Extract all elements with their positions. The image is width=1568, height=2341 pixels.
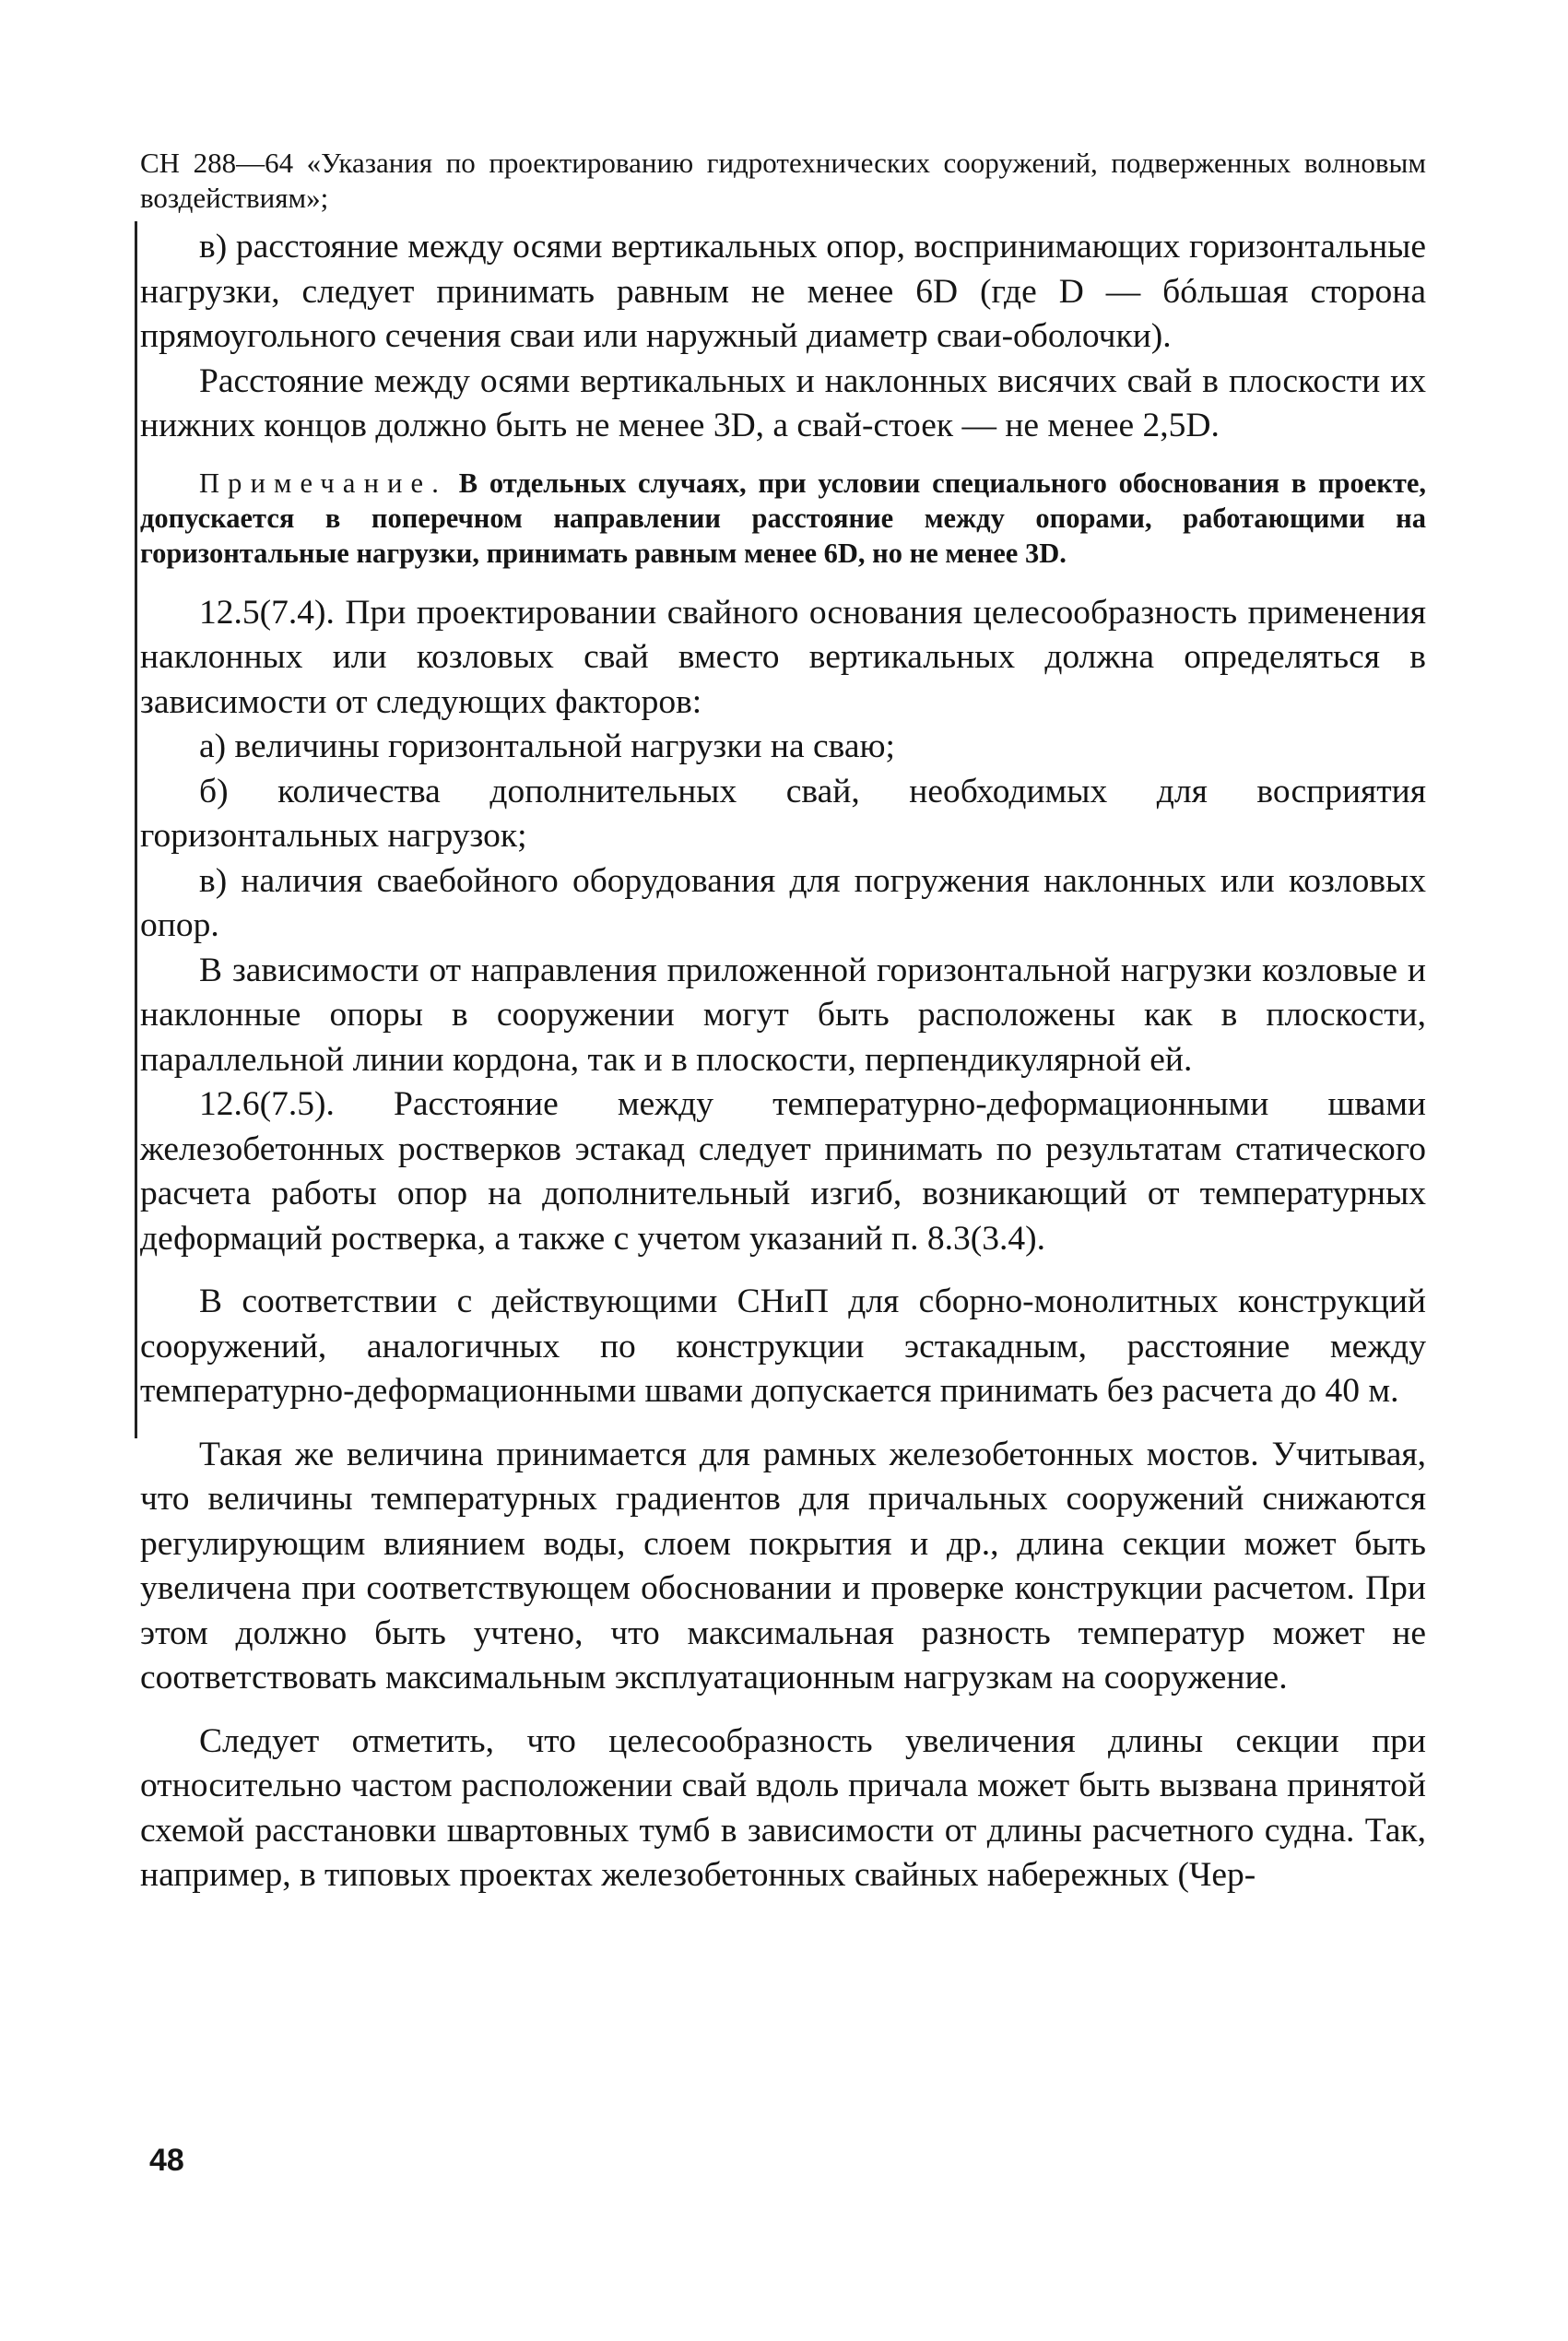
- page-number: 48: [149, 2143, 184, 2178]
- list-item-v: в) наличия сваебойного оборудования для погружения наклонных или козловых опор.: [140, 861, 1426, 944]
- paragraph-12-5: [140, 591, 1426, 726]
- paragraph-same-value: Такая же величина принимается для рамных железобетонных мостов. Учитывая, что величины температурных градиентов для причальных сооружений снижаются регулирующим влиянием воды, слоем покрытия и др., длина секции может быть увеличена при соответствующем обосновании и проверке конструкции расчетом. При этом должно быть учтено, что максимальная разность температур может не соответствовать максимальным эксплуатационным нагрузкам на сооружение.: [140, 1435, 1426, 1697]
- note-text: В отдельных случаях, при условии специального обоснования в проекте, допускается в поперечном направлении расстояние между опорами, работающими на горизонтальные нагрузки, принимать равным менее 6D, но не менее 3D.: [140, 467, 1426, 569]
- note-label: Примечание.: [199, 467, 448, 499]
- paragraph-v: в) расстояние между осями вертикальных опор, воспринимающих горизонтальные нагрузки, следует принимать равным не менее 6D (где D — бóльшая сторона прямоугольного сечения сваи или наружный диаметр сваи-оболочки).: [140, 228, 1426, 355]
- paragraph-distance: Расстояние между осями вертикальных и наклонных висячих свай в плоскости их нижних концов должно быть не менее 3D, а свай-стоек — не менее 2,5D.: [140, 361, 1426, 444]
- reference-line: [140, 146, 1426, 216]
- clause-number-12-5: 12.5(7.4).: [199, 593, 335, 632]
- paragraph-snip: В соответствии с действующими СНиП для сборно-монолитных конструкций сооружений, аналогичных по конструкции эстакадным, расстояние между температурно-деформационными швами допускается принимать без расчета до 40 м.: [140, 1283, 1426, 1410]
- paragraph-note-section: Следует отметить, что целесообразность увеличения длины секции при относительно частом расположении свай вдоль причала может быть вызвана принятой схемой расстановки швартовных тумб в зависимости от длины расчетного судна. Так, например, в типовых проектах железобетонных свайных набережных (Чер-: [140, 1721, 1426, 1894]
- standard-reference: СН 288—64 «Указания по проектированию гидротехнических сооружений, подверженных волновым воздействиям»;: [140, 147, 1426, 214]
- clause-number-12-6: 12.6(7.5).: [199, 1085, 335, 1123]
- body-section-1: [140, 225, 1426, 1898]
- paragraph-dependence: В зависимости от направления приложенной горизонтальной нагрузки козловые и наклонные опоры в сооружении могут быть расположены как в плоскости, параллельной линии кордона, так и в плоскости, перпендикулярной ей.: [140, 951, 1426, 1079]
- list-item-a: а) величины горизонтальной нагрузки на сваю;: [199, 727, 895, 765]
- clause-text-12-5: При проектировании свайного основания целесообразность применения наклонных или козловых свай вместо вертикальных должна определяться в зависимости от следующих факторов:: [140, 593, 1426, 721]
- paragraph-12-6: [140, 1082, 1426, 1261]
- list-item-b: б) количества дополнительных свай, необходимых для восприятия горизонтальных нагрузок;: [140, 772, 1426, 855]
- note-paragraph: [140, 466, 1426, 571]
- clause-text-12-6: Расстояние между температурно-деформационными швами железобетонных ростверков эстакад следует принимать по результатам статического расчета работы опор на дополнительный изгиб, возникающий от температурных деформаций ростверка, а также с учетом указаний п. 8.3(3.4).: [140, 1085, 1426, 1258]
- margin-bar: [135, 221, 137, 1438]
